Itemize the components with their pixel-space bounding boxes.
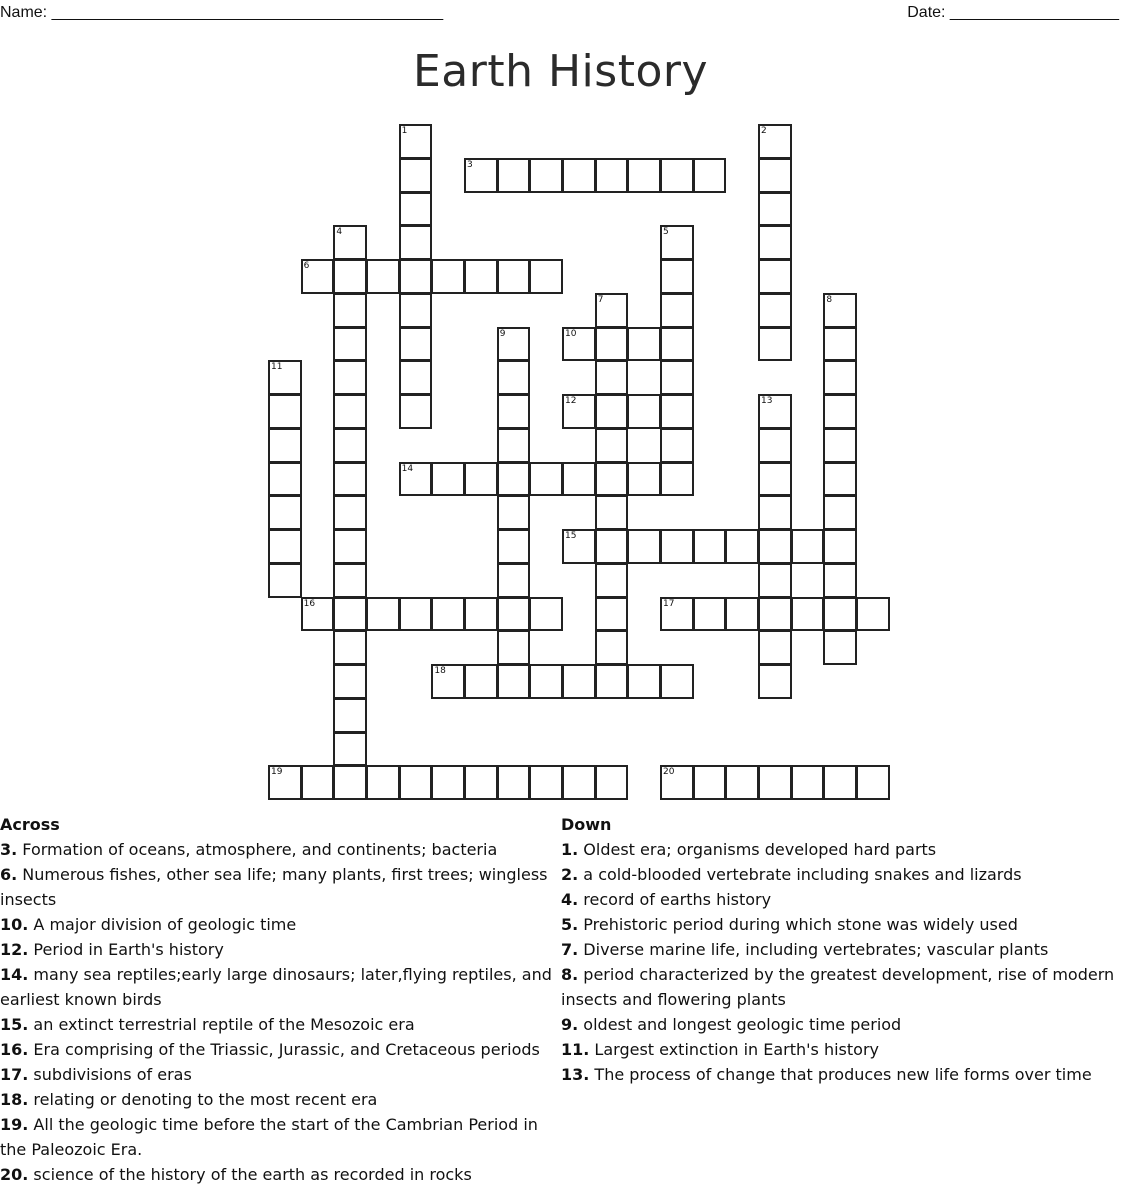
across-heading: Across — [0, 815, 60, 834]
clue-number-label: 7. — [561, 940, 579, 959]
crossword-cell[interactable] — [758, 225, 792, 260]
crossword-cell[interactable] — [529, 158, 563, 193]
crossword-cell[interactable] — [333, 360, 367, 395]
crossword-cell[interactable] — [333, 732, 367, 767]
crossword-cell[interactable] — [758, 495, 792, 530]
name-field[interactable]: Name: ____________________________________________ — [0, 4, 444, 21]
crossword-cell[interactable] — [497, 765, 531, 800]
crossword-cell[interactable] — [464, 765, 498, 800]
crossword-cell[interactable] — [660, 462, 694, 497]
crossword-cell[interactable] — [595, 495, 629, 530]
clue-number: 4 — [336, 227, 343, 238]
crossword-cell[interactable] — [823, 529, 857, 564]
crossword-cell[interactable] — [268, 529, 302, 564]
crossword-cell[interactable] — [366, 259, 400, 294]
clue-text: The process of change that produces new life forms over time — [589, 1065, 1092, 1084]
crossword-cell[interactable] — [497, 360, 531, 395]
crossword-cell[interactable] — [823, 428, 857, 463]
crossword-cell[interactable] — [399, 192, 433, 227]
crossword-cell[interactable] — [693, 765, 727, 800]
crossword-cell[interactable] — [333, 495, 367, 530]
crossword-cell[interactable] — [431, 597, 465, 632]
crossword-cell[interactable] — [399, 597, 433, 632]
crossword-cell[interactable] — [268, 495, 302, 530]
across-clue — [0, 1012, 552, 1037]
clue-text: Formation of oceans, atmosphere, and continents; bacteria — [17, 840, 498, 859]
crossword-cell[interactable] — [595, 293, 629, 328]
crossword-cell[interactable] — [660, 225, 694, 260]
crossword-cell[interactable] — [497, 259, 531, 294]
clue-number-label: 20. — [0, 1165, 29, 1184]
clue-number-label: 1. — [561, 840, 579, 859]
down-clue — [561, 887, 1119, 912]
clue-number: 16 — [303, 598, 316, 609]
crossword-cell[interactable] — [399, 124, 433, 159]
crossword-cell[interactable] — [627, 158, 661, 193]
crossword-cell[interactable] — [529, 462, 563, 497]
crossword-cell[interactable] — [333, 765, 367, 800]
crossword-cell[interactable] — [758, 259, 792, 294]
crossword-cell[interactable] — [595, 765, 629, 800]
crossword-cell[interactable] — [758, 529, 792, 564]
clue-text: period characterized by the greatest development, rise of modern insects and flowering plants — [561, 965, 1115, 1009]
clue-number-label: 17. — [0, 1065, 29, 1084]
crossword-cell[interactable] — [693, 158, 727, 193]
clue-number: 15 — [565, 531, 577, 541]
crossword-cell[interactable] — [758, 597, 792, 632]
across-clue — [0, 862, 552, 912]
clue-text: a cold-blooded vertebrate including snakes and lizards — [578, 865, 1022, 884]
crossword-cell[interactable] — [823, 630, 857, 665]
crossword-cell[interactable] — [399, 327, 433, 362]
crossword-cell[interactable] — [333, 327, 367, 362]
clue-text: relating or denoting to the most recent era — [28, 1090, 378, 1109]
clue-number: 14 — [401, 463, 414, 474]
crossword-cell[interactable] — [627, 327, 661, 362]
crossword-cell[interactable] — [333, 225, 367, 260]
crossword-cell[interactable] — [497, 428, 531, 463]
crossword-cell[interactable] — [758, 630, 792, 665]
clue-number-label: 11. — [561, 1040, 590, 1059]
crossword-cell[interactable] — [562, 529, 596, 564]
clue-number-label: 5. — [561, 915, 579, 934]
crossword-cell[interactable] — [627, 394, 661, 429]
crossword-cell[interactable] — [497, 664, 531, 699]
crossword-cell[interactable] — [725, 765, 759, 800]
across-clue — [0, 837, 552, 862]
crossword-cell[interactable] — [333, 630, 367, 665]
crossword-cell[interactable] — [464, 664, 498, 699]
clue-number-label: 15. — [0, 1015, 29, 1034]
crossword-cell[interactable] — [823, 360, 857, 395]
crossword-cell[interactable] — [660, 765, 694, 800]
crossword-cell[interactable] — [497, 495, 531, 530]
crossword-cell[interactable] — [595, 529, 629, 564]
down-clue — [561, 912, 1119, 937]
down-clue — [561, 1037, 1119, 1062]
crossword-cell[interactable] — [497, 158, 531, 193]
crossword-cell[interactable] — [595, 394, 629, 429]
clue-number: 12 — [565, 396, 577, 406]
crossword-cell[interactable] — [301, 765, 335, 800]
crossword-cell[interactable] — [333, 529, 367, 564]
across-clue — [0, 1087, 552, 1112]
crossword-cell[interactable] — [431, 259, 465, 294]
crossword-cell[interactable] — [464, 259, 498, 294]
down-clue — [561, 1012, 1119, 1037]
crossword-cell[interactable] — [758, 394, 792, 429]
across-clue-list — [0, 837, 552, 1187]
crossword-cell[interactable] — [758, 192, 792, 227]
down-clue — [561, 937, 1119, 962]
crossword-cell[interactable] — [497, 563, 531, 598]
crossword-cell[interactable] — [758, 124, 792, 159]
crossword-cell[interactable] — [497, 597, 531, 632]
crossword-cell[interactable] — [431, 765, 465, 800]
clue-number-label: 13. — [561, 1065, 590, 1084]
across-clue — [0, 937, 552, 962]
clue-number: 20 — [663, 767, 675, 778]
crossword-cell[interactable] — [660, 664, 694, 699]
crossword-cell[interactable] — [627, 529, 661, 564]
crossword-cell[interactable] — [595, 462, 629, 497]
crossword-cell[interactable] — [431, 462, 465, 497]
crossword-cell[interactable] — [301, 597, 335, 632]
crossword-cell[interactable] — [823, 597, 857, 632]
clue-number: 1 — [401, 126, 408, 136]
crossword-cell[interactable] — [399, 225, 433, 260]
clue-number-label: 10. — [0, 915, 29, 934]
down-heading: Down — [561, 815, 612, 834]
crossword-cell[interactable] — [333, 462, 367, 497]
crossword-cell[interactable] — [627, 664, 661, 699]
clue-text: Diverse marine life, including vertebrates; vascular plants — [578, 940, 1049, 959]
crossword-cell[interactable] — [497, 394, 531, 429]
down-clues — [561, 812, 1119, 1087]
crossword-cell[interactable] — [758, 327, 792, 362]
crossword-cell[interactable] — [268, 360, 302, 395]
crossword-cell[interactable] — [268, 394, 302, 429]
crossword-cell[interactable] — [529, 765, 563, 800]
clue-number-label: 16. — [0, 1040, 29, 1059]
crossword-cell[interactable] — [660, 428, 694, 463]
crossword-cell[interactable] — [595, 428, 629, 463]
clue-number: 5 — [663, 227, 669, 238]
down-clue — [561, 837, 1119, 862]
crossword-cell[interactable] — [562, 158, 596, 193]
clue-number-label: 2. — [561, 865, 579, 884]
crossword-cell[interactable] — [399, 462, 433, 497]
crossword-cell[interactable] — [823, 563, 857, 598]
clue-text: Numerous fishes, other sea life; many plants, first trees; wingless insects — [0, 865, 548, 909]
clue-number: 11 — [271, 362, 283, 373]
crossword-cell[interactable] — [758, 462, 792, 497]
crossword-cell[interactable] — [366, 765, 400, 800]
crossword-cell[interactable] — [268, 563, 302, 598]
clue-number: 2 — [761, 126, 767, 136]
clue-text: A major division of geologic time — [28, 915, 297, 934]
clue-text: many sea reptiles;early large dinosaurs; later,flying reptiles, and earliest known birds — [0, 965, 552, 1009]
crossword-cell[interactable] — [431, 664, 465, 699]
crossword-cell[interactable] — [823, 495, 857, 530]
down-clue — [561, 962, 1119, 1012]
crossword-cell[interactable] — [268, 462, 302, 497]
crossword-cell[interactable] — [333, 698, 367, 733]
crossword-cell[interactable] — [595, 630, 629, 665]
crossword-cell[interactable] — [333, 563, 367, 598]
clue-number-label: 9. — [561, 1015, 579, 1034]
crossword-cell[interactable] — [660, 259, 694, 294]
crossword-cell[interactable] — [333, 597, 367, 632]
crossword-cell[interactable] — [399, 158, 433, 193]
crossword-cell[interactable] — [627, 462, 661, 497]
crossword-cell[interactable] — [595, 664, 629, 699]
crossword-cell[interactable] — [301, 259, 335, 294]
crossword-cell[interactable] — [693, 529, 727, 564]
crossword-cell[interactable] — [333, 293, 367, 328]
clue-text: an extinct terrestrial reptile of the Mesozoic era — [28, 1015, 415, 1034]
crossword-cell[interactable] — [562, 394, 596, 429]
crossword-cell[interactable] — [464, 597, 498, 632]
crossword-cell[interactable] — [791, 765, 825, 800]
crossword-cell[interactable] — [823, 765, 857, 800]
crossword-cell[interactable] — [562, 664, 596, 699]
clue-text: All the geologic time before the start of the Cambrian Period in the Paleozoic Era. — [0, 1115, 538, 1159]
across-clue — [0, 912, 552, 937]
down-clue — [561, 1062, 1119, 1087]
crossword-cell[interactable] — [529, 597, 563, 632]
crossword-cell[interactable] — [595, 597, 629, 632]
crossword-cell[interactable] — [758, 158, 792, 193]
clue-number-label: 19. — [0, 1115, 29, 1134]
crossword-cell[interactable] — [333, 664, 367, 699]
clue-number: 9 — [499, 328, 506, 339]
across-clue — [0, 1062, 552, 1087]
crossword-cell[interactable] — [497, 630, 531, 665]
crossword-cell[interactable] — [562, 765, 596, 800]
clue-number: 18 — [434, 666, 446, 676]
crossword-cell[interactable] — [823, 327, 857, 362]
crossword-cell[interactable] — [529, 259, 563, 294]
crossword-cell[interactable] — [399, 293, 433, 328]
clue-text: science of the history of the earth as recorded in rocks — [28, 1165, 472, 1184]
clue-number: 13 — [761, 396, 773, 406]
clue-number-label: 6. — [0, 865, 18, 884]
clue-number-label: 12. — [0, 940, 29, 959]
crossword-cell[interactable] — [268, 765, 302, 800]
crossword-cell[interactable] — [823, 462, 857, 497]
crossword-cell[interactable] — [333, 394, 367, 429]
date-field[interactable]: Date: ___________________ — [907, 4, 1119, 21]
crossword-cell[interactable] — [399, 394, 433, 429]
crossword-cell[interactable] — [366, 597, 400, 632]
crossword-cell[interactable] — [660, 360, 694, 395]
crossword-cell[interactable] — [497, 327, 531, 362]
crossword-cell[interactable] — [823, 293, 857, 328]
crossword-cell[interactable] — [856, 597, 890, 632]
crossword-cell[interactable] — [595, 360, 629, 395]
crossword-cell[interactable] — [464, 462, 498, 497]
across-clue — [0, 962, 552, 1012]
clue-number: 19 — [271, 767, 283, 778]
clue-number: 7 — [597, 294, 604, 305]
clue-text: subdivisions of eras — [28, 1065, 192, 1084]
crossword-cell[interactable] — [399, 259, 433, 294]
crossword-cell[interactable] — [758, 428, 792, 463]
down-clue-list — [561, 837, 1119, 1087]
clue-text: Period in Earth's history — [28, 940, 224, 959]
clue-number: 8 — [826, 294, 833, 305]
crossword-cell[interactable] — [791, 529, 825, 564]
crossword-cell[interactable] — [758, 664, 792, 699]
clue-number-label: 18. — [0, 1090, 29, 1109]
across-clue — [0, 1037, 552, 1062]
clue-text: Largest extinction in Earth's history — [589, 1040, 879, 1059]
across-clue — [0, 1112, 552, 1162]
clue-number: 10 — [565, 328, 577, 339]
crossword-cell[interactable] — [758, 293, 792, 328]
crossword-cell[interactable] — [562, 462, 596, 497]
crossword-cell[interactable] — [856, 765, 890, 800]
crossword-cell[interactable] — [268, 428, 302, 463]
crossword-cell[interactable] — [693, 597, 727, 632]
crossword-cell[interactable] — [725, 529, 759, 564]
clue-number: 17 — [663, 598, 675, 609]
clue-text: Era comprising of the Triassic, Jurassic, and Cretaceous periods — [28, 1040, 540, 1059]
crossword-cell[interactable] — [758, 765, 792, 800]
crossword-cell[interactable] — [399, 360, 433, 395]
clue-text: oldest and longest geologic time period — [578, 1015, 902, 1034]
clue-number-label: 8. — [561, 965, 579, 984]
crossword-cell[interactable] — [660, 158, 694, 193]
across-clue — [0, 1162, 552, 1187]
clue-number-label: 4. — [561, 890, 579, 909]
crossword-cell[interactable] — [529, 664, 563, 699]
crossword-cell[interactable] — [823, 394, 857, 429]
across-clues — [0, 812, 552, 1187]
crossword-cell[interactable] — [595, 327, 629, 362]
crossword-cell[interactable] — [562, 327, 596, 362]
crossword-cell[interactable] — [497, 462, 531, 497]
crossword-cell[interactable] — [725, 597, 759, 632]
crossword-cell[interactable] — [791, 597, 825, 632]
crossword-cell[interactable] — [660, 529, 694, 564]
crossword-cell[interactable] — [660, 293, 694, 328]
down-clue — [561, 862, 1119, 887]
crossword-cell[interactable] — [660, 597, 694, 632]
clue-number: 6 — [303, 261, 310, 271]
crossword-cell[interactable] — [333, 259, 367, 294]
clue-number-label: 14. — [0, 965, 29, 984]
crossword-cell[interactable] — [660, 394, 694, 429]
clue-text: record of earths history — [578, 890, 772, 909]
crossword-cell[interactable] — [595, 563, 629, 598]
page-title: Earth History — [412, 46, 708, 97]
clue-number-label: 3. — [0, 840, 18, 859]
clue-text: Oldest era; organisms developed hard parts — [578, 840, 937, 859]
crossword-cell[interactable] — [595, 158, 629, 193]
crossword-cell[interactable] — [464, 158, 498, 193]
crossword-cell[interactable] — [497, 529, 531, 564]
clue-text: Prehistoric period during which stone was widely used — [578, 915, 1018, 934]
crossword-cell[interactable] — [399, 765, 433, 800]
crossword-cell[interactable] — [333, 428, 367, 463]
clue-number: 3 — [467, 159, 473, 170]
crossword-cell[interactable] — [660, 327, 694, 362]
crossword-cell[interactable] — [758, 563, 792, 598]
